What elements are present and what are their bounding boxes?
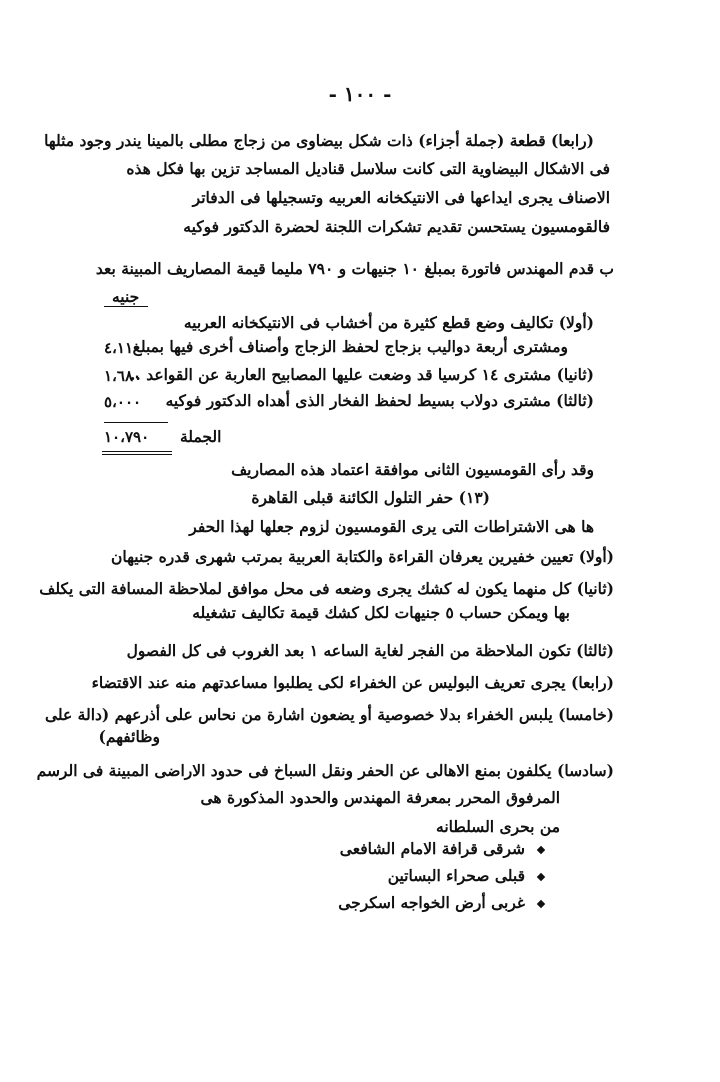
bullet-icon (537, 873, 545, 881)
column-heading-pounds: جنيه (112, 287, 140, 306)
bullet-icon (537, 900, 545, 908)
condition-item: (ثانيا) كل منهما يكون له كشك يجرى وضعه فى محل موافق لملاحظة المسافة التى يكلف (39, 579, 614, 598)
text-line: (رابعا) قطعة (جملة أجزاء) ذات شكل بيضاوى من زجاج مطلى بالمينا يندر وجود مثلها (44, 131, 594, 150)
condition-item-continuation: بها ويمكن حساب ٥ جنيهات لكل كشك قيمة تكاليف تشغيله (192, 603, 570, 622)
condition-item: (أولا) تعيين خفيرين يعرفان القراءة والكتابة العربية بمرتب شهرى قدره جنيهان (111, 547, 614, 566)
expense-item: (أولا) تكاليف وضع قطع كثيرة من أخشاب فى الانتيكخانه العربيه (183, 313, 594, 332)
condition-item-continuation: وظائفهم) (98, 727, 160, 746)
expense-amount: ٥،٠٠٠ (104, 393, 142, 411)
text-line: ب قدم المهندس فاتورة بمبلغ ١٠ جنيهات و ٧٩٠ مليما قيمة المصاريف المبينة بعد (95, 259, 614, 278)
boundary-item: شرقى قرافة الامام الشافعى (339, 839, 525, 858)
expense-item: (ثانيا) مشترى ١٤ كرسيا قد وضعت عليها المصابيح العاربة عن القواعد .. (130, 365, 594, 384)
text-line: الاصناف يجرى ايداعها فى الانتيكخانه العربيه وتسجيلها فى الدفاتر (192, 188, 610, 207)
condition-item: (رابعا) يجرى تعريف البوليس عن الخفراء لكى يطلبوا مساعدتهم منه عند الاقتضاء (91, 673, 614, 692)
condition-item: (سادسا) يكلفون بمنع الاهالى عن الحفر ونقل السباخ فى حدود الاراضى المبينة فى الرسم (36, 761, 614, 780)
total-label: الجملة (180, 427, 222, 446)
total-double-rule (102, 451, 172, 455)
text-line: فى الاشكال البيضاوية التى كانت سلاسل قناديل المساجد تزين بها فكل هذه (126, 159, 610, 178)
text-line: وقد رأى القومسيون الثانى موافقة اعتماد هذه المصاريف (231, 460, 594, 479)
expense-amount: ١،٦٨٠ (104, 367, 142, 385)
page-number: - ١٠٠ - (328, 82, 392, 106)
text-line: فالقومسيون يستحسن تقديم تشكرات اللجنة لحضرة الدكتور فوكيه (183, 217, 610, 236)
condition-item: (ثالثا) تكون الملاحظة من الفجر لغاية الساعه ١ بعد الغروب فى كل الفصول (126, 641, 614, 660)
expense-item: ومشترى أربعة دواليب بزجاج لحفظ الزجاج وأصناف أخرى فيها بمبلغ (132, 337, 568, 356)
condition-item-continuation: من بحرى السلطانه (436, 817, 560, 836)
expense-amount: ٤،١١٠ (104, 339, 142, 357)
text-line: ها هى الاشتراطات التى يرى القومسيون لزوم جعلها لهذا الحفر (189, 517, 594, 536)
condition-item-continuation: المرفوق المحرر بمعرفة المهندس والحدود المذكورة هى (200, 788, 560, 807)
expense-item: (ثالثا) مشترى دولاب بسيط لحفظ الفخار الذى أهداه الدكتور فوكيه (165, 391, 594, 410)
sum-rule (104, 422, 168, 423)
section-heading: (١٣) حفر التلول الكائنة قبلى القاهرة (251, 488, 490, 507)
heading-underline (104, 306, 148, 307)
boundary-item: قبلى صحراء البساتين (387, 866, 525, 885)
total-amount: ١٠،٧٩٠ (104, 428, 150, 446)
condition-item: (خامسا) يلبس الخفراء بدلا خصوصية أو يضعون اشارة من نحاس على أذرعهم (دالة على (44, 705, 614, 724)
bullet-icon (537, 846, 545, 854)
boundary-item: غربى أرض الخواجه اسكرجى (338, 893, 525, 912)
